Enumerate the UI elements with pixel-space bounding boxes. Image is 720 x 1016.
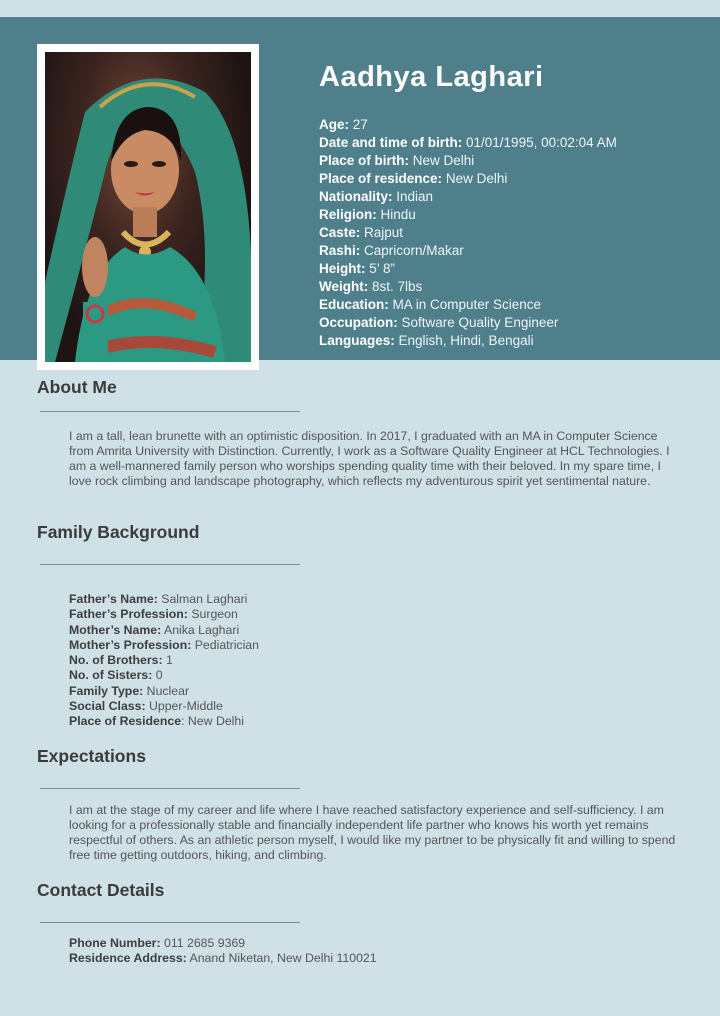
profile-detail-row <box>319 224 617 242</box>
family-detail-row-label: No. of Brothers: <box>69 653 163 668</box>
family-detail-row <box>69 684 259 699</box>
family-detail-row-label: Mother’s Profession: <box>69 637 192 652</box>
family-detail-row-label: Social Class: <box>69 699 146 714</box>
family-detail-row-label: Mother’s Name: <box>69 622 162 637</box>
profile-detail-row-value: New Delhi <box>442 171 508 186</box>
expectations-text: I am at the stage of my career and life where I have reached satisfactory experience and self-sufficiency. I am looking for a professionally stable and financially independent life partner who knows his worth yet remains respectful of others. As an athletic person myself, I would like my partner to be physically fit and willing to spend free time getting outdoors, hiking, and climbing. <box>69 803 676 862</box>
profile-detail-row <box>319 296 617 314</box>
expectations-heading: Expectations <box>37 746 146 766</box>
profile-detail-row-label: Age: <box>319 117 349 132</box>
contact-detail-row <box>69 936 377 951</box>
about-text: I am a tall, lean brunette with an optimistic disposition. In 2017, I graduated with an MA in Computer Science from Amrita University with Distinction. Currently, I work as a Software Quality Engineer at HCL Technologies. I am a well-mannered family person who worships spending quality time with their beloved. In my spare time, I love rock climbing and landscape photography, which reflects my adventurous spirit yet sentimental nature. <box>69 429 670 488</box>
about-divider <box>40 411 300 412</box>
family-details <box>69 592 259 730</box>
profile-name: Aadhya Laghari <box>319 61 544 93</box>
contact-detail-row-value: 011 2685 9369 <box>160 936 246 950</box>
profile-details <box>319 116 617 350</box>
profile-detail-row-value: Software Quality Engineer <box>397 315 559 330</box>
family-detail-row <box>69 623 259 638</box>
family-detail-row-value: Upper-Middle <box>145 699 223 714</box>
profile-detail-row <box>319 242 617 260</box>
contact-section <box>37 880 687 966</box>
family-detail-row <box>69 607 259 622</box>
profile-detail-row-label: Weight: <box>319 279 369 294</box>
profile-detail-row <box>319 116 617 134</box>
profile-detail-row-value: 8st. 7lbs <box>368 279 423 294</box>
contact-divider <box>40 922 300 923</box>
profile-detail-row-value: Capricorn/Makar <box>360 243 464 258</box>
profile-photo <box>45 52 251 362</box>
about-heading: About Me <box>37 377 117 397</box>
family-detail-row <box>69 699 259 714</box>
profile-detail-row-value: 5’ 8” <box>365 261 396 276</box>
profile-detail-row-value: English, Hindi, Bengali <box>394 333 534 348</box>
profile-detail-row-label: Height: <box>319 261 366 276</box>
family-detail-row-label: Place of Residence <box>69 714 182 729</box>
family-detail-row-value: Pediatrician <box>191 637 259 652</box>
profile-detail-row-label: Education: <box>319 297 389 312</box>
profile-detail-row-label: Place of birth: <box>319 153 410 168</box>
contact-details <box>69 936 377 967</box>
profile-detail-row <box>319 170 617 188</box>
family-detail-row-value: Anika Laghari <box>161 622 240 637</box>
profile-detail-row-label: Occupation: <box>319 315 398 330</box>
profile-detail-row-label: Rashi: <box>319 243 361 258</box>
contact-detail-row <box>69 951 377 966</box>
family-detail-row-value: 1 <box>162 653 173 668</box>
family-detail-row-value: Surgeon <box>187 607 238 622</box>
family-detail-row <box>69 653 259 668</box>
family-detail-row-value: 0 <box>152 668 163 683</box>
profile-detail-row-value: MA in Computer Science <box>388 297 542 312</box>
family-detail-row <box>69 668 259 683</box>
expectations-divider <box>40 788 300 789</box>
profile-detail-row-value: Hindu <box>376 207 416 222</box>
profile-header <box>0 17 720 360</box>
family-detail-row-value: : New Delhi <box>181 714 244 729</box>
family-detail-row <box>69 638 259 653</box>
family-detail-row-value: Salman Laghari <box>157 592 248 606</box>
family-section <box>37 522 687 729</box>
contact-detail-row-value: Anand Niketan, New Delhi 110021 <box>186 951 377 966</box>
profile-detail-row <box>319 260 617 278</box>
profile-detail-row <box>319 278 617 296</box>
profile-detail-row-label: Date and time of birth: <box>319 135 463 150</box>
profile-detail-row <box>319 314 617 332</box>
about-section <box>37 377 687 488</box>
family-detail-row-label: No. of Sisters: <box>69 668 153 683</box>
family-divider <box>40 564 300 565</box>
profile-info <box>319 61 617 350</box>
profile-detail-row-label: Place of residence: <box>319 171 443 186</box>
profile-detail-row <box>319 152 617 170</box>
profile-detail-row-value: 27 <box>349 117 368 132</box>
profile-detail-row <box>319 188 617 206</box>
family-detail-row-label: Family Type: <box>69 683 144 698</box>
family-detail-row-label: Father’s Name: <box>69 592 158 606</box>
contact-detail-row-label: Phone Number: <box>69 936 161 950</box>
family-heading: Family Background <box>37 522 200 542</box>
contact-detail-row-label: Residence Address: <box>69 951 187 966</box>
profile-detail-row <box>319 332 617 350</box>
family-detail-row-value: Nuclear <box>143 683 190 698</box>
profile-photo-frame <box>37 44 259 370</box>
profile-detail-row-label: Religion: <box>319 207 377 222</box>
profile-detail-row-value: Rajput <box>360 225 404 240</box>
family-detail-row-label: Father’s Profession: <box>69 607 188 622</box>
profile-detail-row <box>319 206 617 224</box>
profile-detail-row-label: Nationality: <box>319 189 393 204</box>
profile-detail-row-value: Indian <box>392 189 434 204</box>
portrait-illustration <box>45 52 251 362</box>
family-detail-row <box>69 714 259 729</box>
expectations-section <box>37 746 687 862</box>
profile-detail-row-value: New Delhi <box>409 153 475 168</box>
profile-detail-row <box>319 134 617 152</box>
family-detail-row <box>69 592 259 607</box>
contact-heading: Contact Details <box>37 880 165 900</box>
profile-detail-row-label: Languages: <box>319 333 395 348</box>
profile-detail-row-label: Caste: <box>319 225 361 240</box>
profile-detail-row-value: 01/01/1995, 00:02:04 AM <box>462 135 617 150</box>
